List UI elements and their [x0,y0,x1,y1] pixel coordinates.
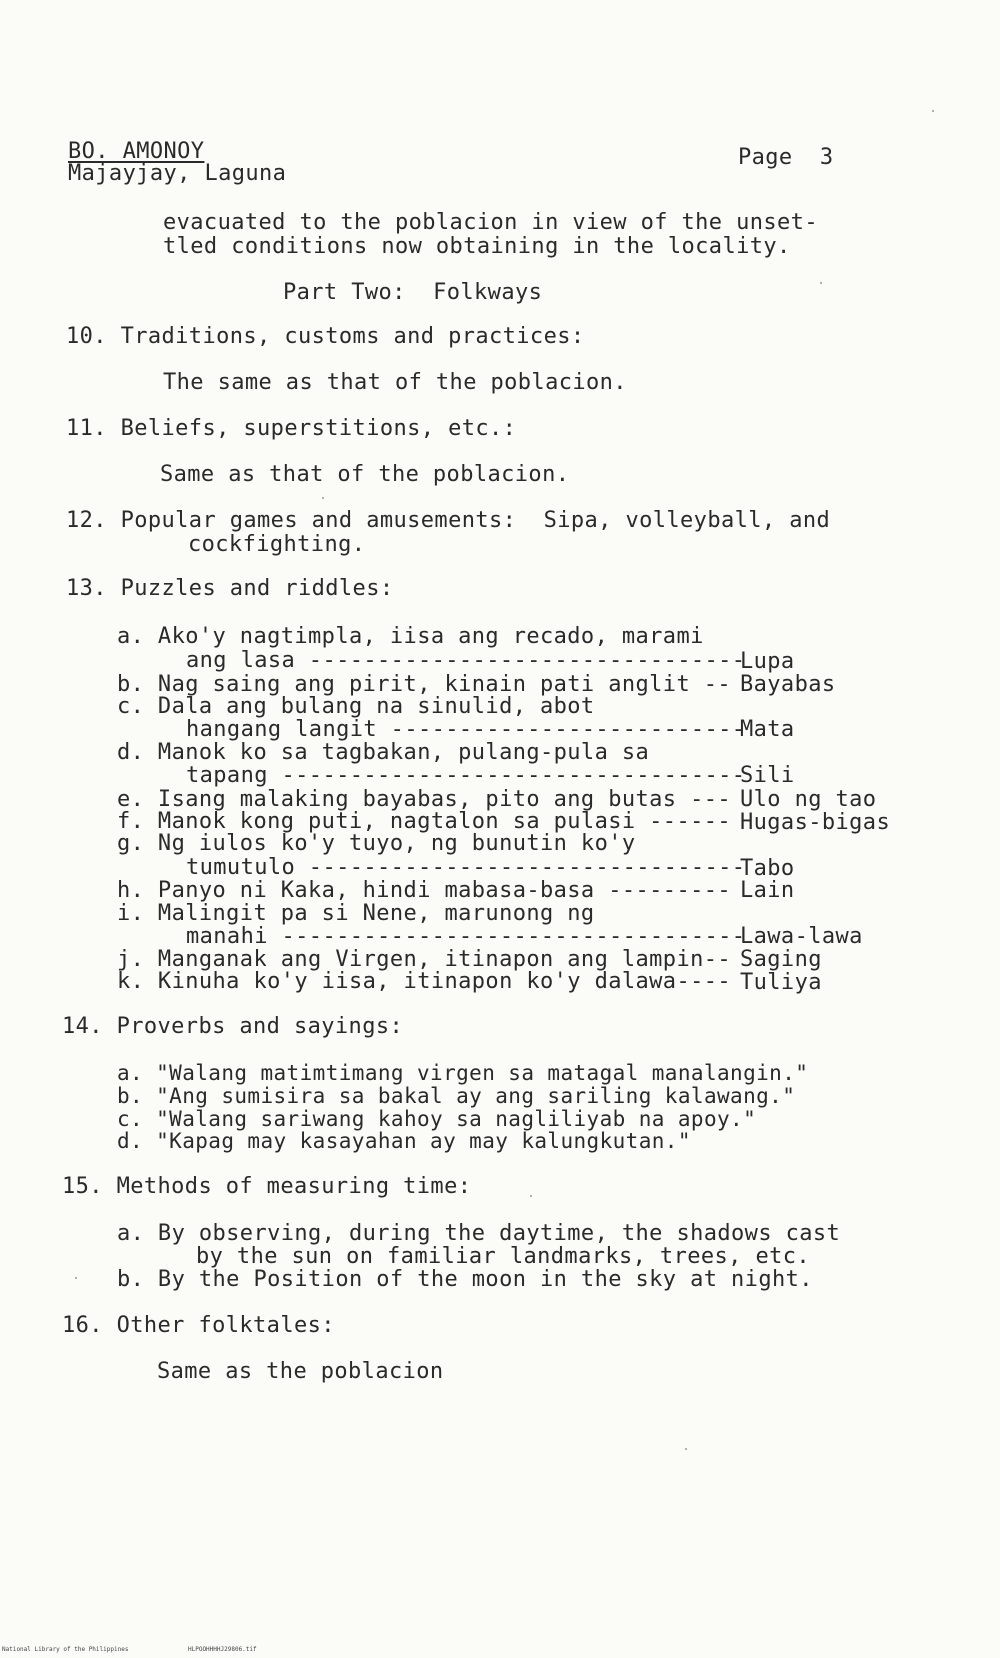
section-body: cockfighting. [188,532,366,557]
riddle-answer: Hugas-bigas [740,810,891,835]
method-item: a. By observing, during the daytime, the shadows cast [117,1221,841,1246]
scan-speck [685,1448,687,1450]
proverb: a. "Walang matimtimang virgen sa matagal manalangin." [117,1061,809,1085]
scan-speck [75,1277,77,1279]
method-item: by the sun on familiar landmarks, trees, etc. [196,1244,811,1269]
riddle: ang lasa -------------------------------- [186,648,746,673]
riddle-answer: Lain [740,878,795,903]
section-heading: 11. Beliefs, superstitions, etc.: [66,416,517,441]
riddle: g. Ng iulos ko'y tuyo, ng bunutin ko'y [117,831,636,856]
riddle: a. Ako'y nagtimpla, iisa ang recado, marami [117,624,704,649]
section-heading: 16. Other folktales: [62,1313,335,1338]
riddle-answer: Tabo [740,856,795,881]
scan-speck [530,1195,532,1197]
section-heading: 15. Methods of measuring time: [62,1174,472,1199]
riddle: tapang ---------------------------------- [186,763,746,788]
riddle: f. Manok kong puti, nagtalon sa pulasi ------ [117,809,732,834]
riddle: hangang langit -------------------------- [186,717,746,742]
part-heading: Part Two: Folkways [283,280,543,305]
riddle: j. Manganak ang Virgen, itinapon ang lampin-- [117,947,732,972]
barrio-name: BO. AMONOY [68,139,205,164]
riddle-answer: Mata [740,717,795,742]
riddle-answer: Saging [740,947,822,972]
riddle: b. Nag saing ang pirit, kinain pati anglit -- [117,672,732,697]
riddle: i. Malingit pa si Nene, marunong ng [117,901,595,926]
scan-speck [322,497,324,499]
riddle-answer: Sili [740,763,795,788]
riddle: manahi ---------------------------------- [186,924,746,949]
riddle: c. Dala ang bulang na sinulid, abot [117,694,595,719]
riddle: d. Manok ko sa tagbakan, pulang-pula sa [117,740,650,765]
riddle-answer: Lawa-lawa [740,924,863,949]
riddle: h. Panyo ni Kaka, hindi mabasa-basa --------- [117,878,732,903]
section-body: Same as that of the poblacion. [160,462,570,487]
intro-line: evacuated to the poblacion in view of the unset- [163,210,818,235]
proverb: b. "Ang sumisira sa bakal ay ang sariling kalawang." [117,1084,796,1108]
riddle: k. Kinuha ko'y iisa, itinapon ko'y dalawa---- [117,969,732,994]
riddle-answer: Tuliya [740,970,822,995]
section-body: The same as that of the poblacion. [163,370,627,395]
riddle: e. Isang malaking bayabas, pito ang butas --- [117,787,732,812]
riddle-answer: Ulo ng tao [740,787,877,812]
section-heading: 12. Popular games and amusements: Sipa, volleyball, and [66,508,831,533]
section-body: Same as the poblacion [157,1359,444,1384]
riddle-answer: Lupa [740,649,795,674]
intro-line: tled conditions now obtaining in the locality. [163,234,791,259]
method-item: b. By the Position of the moon in the sky at night. [117,1267,813,1292]
library-footer: National Library of the Philippines [2,1646,129,1653]
page-number: Page 3 [738,145,834,170]
scan-speck [820,282,822,284]
proverb: d. "Kapag may kasayahan ay may kalungkutan." [117,1129,691,1153]
section-heading: 14. Proverbs and sayings: [62,1014,404,1039]
file-footer: HLPOOHHHHJ29806.tif [188,1646,257,1653]
scan-speck [932,110,934,112]
riddle: tumutulo -------------------------------- [186,855,746,880]
proverb: c. "Walang sariwang kahoy sa nagliliyab na apoy." [117,1107,757,1131]
section-heading: 13. Puzzles and riddles: [66,576,394,601]
riddle-answer: Bayabas [740,672,836,697]
town-name: Majayjay, Laguna [68,161,287,186]
section-heading: 10. Traditions, customs and practices: [66,324,585,349]
